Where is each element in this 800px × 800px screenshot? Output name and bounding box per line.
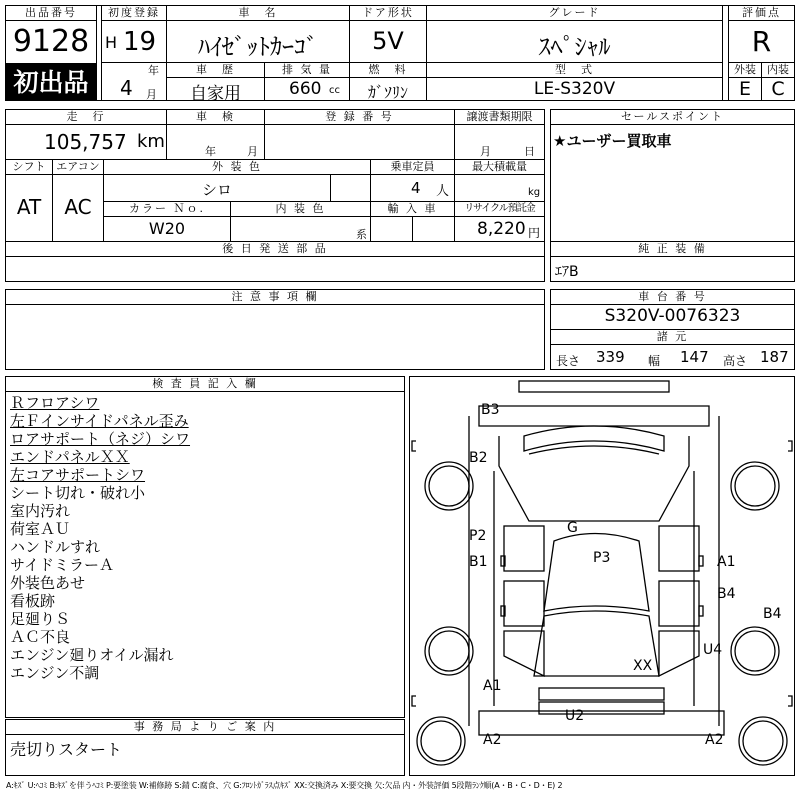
exterior-color: シロ (201, 181, 232, 199)
mileage: 105,757 (44, 130, 127, 154)
grade-label: グレード (426, 5, 723, 21)
interior-color-box (230, 216, 371, 242)
height: 187 (760, 348, 789, 366)
first-registration-label: 初度登録 (101, 5, 167, 21)
specs-label: 諸 元 (550, 329, 795, 345)
damage-mark: XX (633, 658, 653, 674)
max-load-unit: kg (528, 187, 541, 198)
era: H (105, 33, 118, 52)
notes-label: 注 意 事 項 欄 (5, 289, 545, 305)
ac-label: エアコン (52, 159, 104, 175)
mileage-unit: km (137, 131, 165, 152)
inspector-note-line: ＡＣ不良 (10, 628, 71, 646)
interior-grade-label: 内装 (761, 62, 795, 78)
sales-point: ★ユーザー買取車 (553, 132, 672, 150)
damage-mark: B3 (481, 402, 500, 418)
model-code-label: 型 式 (426, 62, 723, 78)
registration-number-label: 登 録 番 号 (264, 109, 455, 125)
inspector-note-line: 左コアサポートシワ (10, 466, 146, 484)
damage-mark: B4 (717, 586, 736, 602)
transfer-deadline-label: 譲渡書類期限 (454, 109, 545, 125)
interior-color-label: 内 装 色 (230, 201, 371, 217)
chassis-number-label: 車 台 番 号 (550, 289, 795, 305)
inspector-note-line: ロアサポート（ネジ）シワ (10, 430, 191, 448)
inspector-note-line: エンジン不調 (10, 664, 100, 682)
score-label: 評価点 (728, 5, 795, 21)
damage-mark: G (567, 520, 578, 536)
month-box (101, 62, 167, 101)
damage-mark: B2 (469, 450, 488, 466)
lot-number-label: 出品番号 (5, 5, 97, 21)
displacement-unit: cc (329, 85, 340, 96)
inspection-month-unit: 月 (247, 145, 258, 158)
damage-mark: P2 (469, 528, 487, 544)
import-label: 輸 入 車 (370, 201, 455, 217)
import-box (370, 216, 413, 242)
capacity: 4 (411, 179, 421, 197)
legend-footnote: A:ｷｽﾞ U:ﾍｺﾐ B:ｷｽﾞを伴うﾍｺﾐ P:要塗装 W:補修跡 S:錆 C:腐食、穴 G:ﾌﾛﾝﾄｶﾞﾗｽ点ｷｽﾞ XX:交換済み X:要交換 欠:欠品 内・外装評価 5段階ﾗﾝｸ順(A・B・C・D・E) 2 (6, 781, 563, 790)
notes-box (5, 304, 545, 370)
width-label: 幅 (648, 354, 661, 368)
chassis-number: S320V-0076323 (604, 306, 741, 326)
interior-color-unit: 系 (356, 228, 367, 241)
recycle-deposit: 8,220 (477, 219, 526, 239)
fuel: ｶﾞｿﾘﾝ (367, 83, 408, 102)
inspector-note-line: 看板跡 (10, 592, 56, 610)
damage-mark: B1 (469, 554, 488, 570)
history: 自家用 (190, 84, 241, 104)
office-notice: 売切りスタート (10, 740, 123, 759)
office-notice-label: 事 務 局 よ り ご 案 内 (5, 719, 405, 735)
shift: AT (16, 195, 42, 219)
inspector-note-line: エンジン廻りオイル漏れ (10, 646, 174, 664)
damage-mark: A2 (705, 732, 724, 748)
damage-mark: B4 (763, 606, 782, 622)
damage-mark: A1 (717, 554, 736, 570)
inspector-note-line: シート切れ・破れ小 (10, 484, 146, 502)
registration-year: 19 (123, 27, 157, 57)
transfer-day-unit: 日 (524, 145, 535, 158)
exterior-color-label: 外 装 色 (103, 159, 371, 175)
genuine-equipment: ｴｱB (555, 264, 579, 280)
color-number-label: カラー Ｎｏ. (103, 201, 231, 217)
later-parts-box (5, 256, 545, 282)
exterior-color-extra-box (330, 174, 371, 202)
transfer-month-unit: 月 (480, 145, 491, 158)
width: 147 (680, 348, 709, 366)
inspector-notes-label: 検 査 員 記 入 欄 (5, 376, 405, 392)
damage-mark: P3 (593, 550, 611, 566)
displacement: 660 (289, 79, 322, 99)
recycle-deposit-unit: 円 (528, 226, 541, 240)
length-label: 長さ (556, 354, 581, 368)
color-number: W20 (148, 219, 186, 238)
inspector-note-line: 左Ｆインサイドパネル歪み (10, 412, 189, 430)
registration-number-box (264, 124, 455, 160)
lot-number: 9128 (12, 24, 90, 59)
inspection-label: 車 検 (166, 109, 265, 125)
inspector-note-line: 外装色あせ (10, 574, 86, 592)
inspector-note-line: Ｒフロアシワ (10, 394, 100, 412)
genuine-equipment-label: 純 正 装 備 (550, 241, 795, 257)
exterior-grade: E (738, 78, 751, 100)
exterior-grade-label: 外装 (728, 62, 762, 78)
capacity-unit: 人 (436, 184, 450, 199)
registration-month: 4 (120, 76, 133, 100)
recycle-deposit-label: リサイクル預託金 (454, 201, 545, 217)
door-type: 5V (372, 27, 404, 55)
capacity-label: 乗車定員 (370, 159, 455, 175)
month-unit: 月 (146, 88, 157, 101)
model-code: LE-S320V (533, 79, 616, 99)
grade: ｽﾍﾟｼｬﾙ (538, 33, 611, 61)
genuine-equipment-box (550, 256, 795, 282)
door-type-label: ドア形状 (349, 5, 427, 21)
later-parts-label: 後 日 発 送 部 品 (5, 241, 545, 257)
displacement-label: 排 気 量 (264, 62, 350, 78)
car-diagram (409, 376, 795, 776)
shift-label: シフト (5, 159, 53, 175)
sales-point-label: セールスポイント (550, 109, 795, 125)
inspector-note-line: エンドパネルＸＸ (10, 448, 130, 466)
car-name-label: 車 名 (166, 5, 350, 21)
interior-grade: C (771, 78, 785, 100)
damage-mark: A2 (483, 732, 502, 748)
car-name: ﾊｲｾﾞｯﾄｶｰｺﾞ (198, 33, 318, 61)
max-load-label: 最大積載量 (454, 159, 545, 175)
inspector-note-line: 足廻りＳ (10, 610, 71, 628)
fuel-label: 燃 料 (349, 62, 427, 78)
mileage-label: 走 行 (5, 109, 167, 125)
ac: AC (64, 195, 92, 219)
damage-mark: U2 (565, 708, 585, 724)
inspector-note-line: サイドミラーＡ (10, 556, 114, 574)
score: R (751, 25, 772, 58)
inspector-note-line: ハンドルすれ (10, 538, 101, 556)
damage-mark: U4 (703, 642, 723, 658)
inspector-notes-list (10, 394, 400, 682)
height-label: 高さ (723, 354, 748, 368)
history-label: 車 歴 (166, 62, 265, 78)
damage-mark: A1 (483, 678, 502, 694)
year-unit: 年 (148, 64, 159, 77)
length: 339 (596, 348, 625, 366)
inspector-note-line: 荷室ＡＵ (10, 520, 71, 538)
import-box-2 (412, 216, 455, 242)
specs-box (550, 344, 795, 370)
inspector-note-line: 室内汚れ (10, 502, 71, 520)
first-listing-badge: 初出品 (5, 64, 97, 101)
inspection-year-unit: 年 (205, 145, 216, 158)
